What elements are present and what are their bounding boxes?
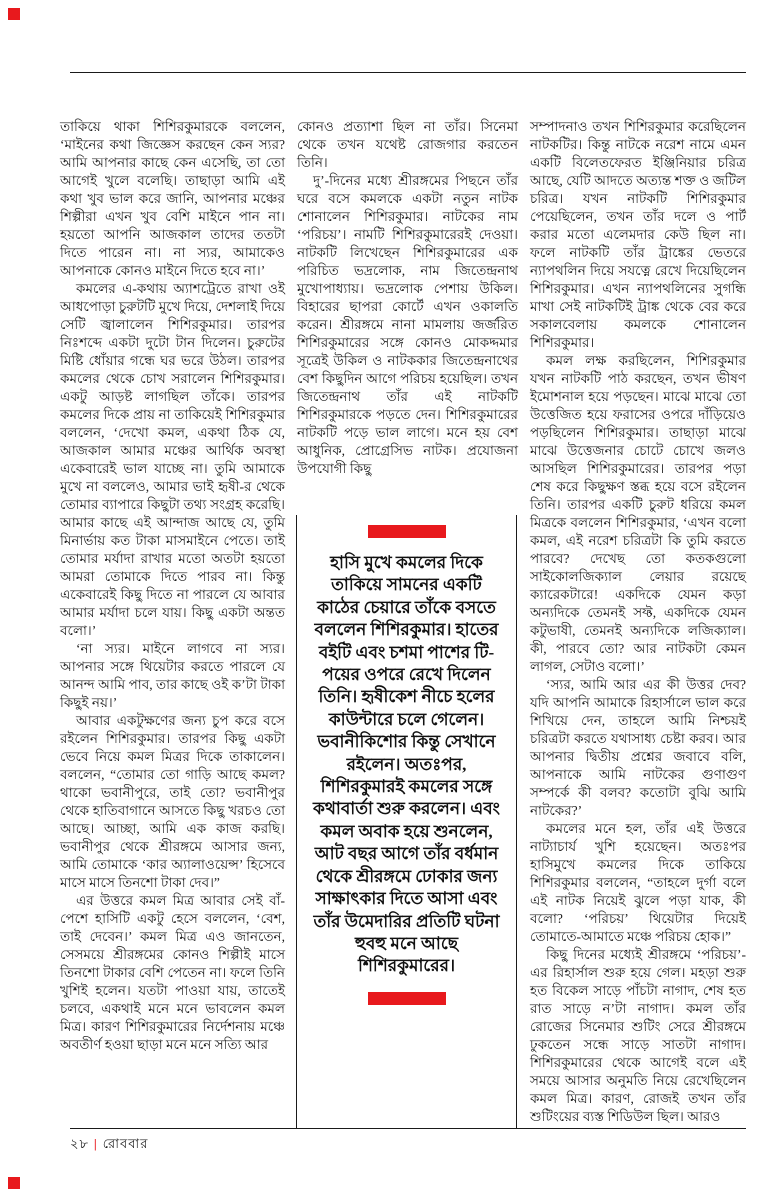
red-bar-bottom — [368, 992, 446, 1005]
paragraph: কোনও প্রত্যাশা ছিল না তাঁর। সিনেমা থেকে তখন যথেষ্ট রোজগার করতেন তিনি। — [297, 119, 518, 170]
paragraph: ‘না স্যর। মাইনে লাগবে না স্যর। আপনার সঙ্গে থিয়েটার করতে পারলে যে আনন্দ আমি পাব, তার কাছে ওই ক’টা টাকা কিছুই নয়।’ — [60, 641, 285, 710]
red-bar-top — [368, 525, 446, 538]
footer — [70, 1136, 148, 1152]
column-left — [60, 118, 285, 1054]
red-corner-mark-bottom — [8, 1177, 20, 1189]
top-rule — [70, 72, 746, 73]
red-corner-mark-top — [8, 8, 20, 20]
paragraph: তাকিয়ে থাকা শিশিরকুমারকে বললেন, ‘মাইনের কথা জিজ্ঞেস করছেন কেন স্যর? আমি আপনার কাছে কেন এসেছি, তা তো আগেই খুলে বলেছি। তাছাড়া আমি এই কথা খুব ভাল করে জানি, আপনার মঞ্চের শিল্পীরা এখন খুব বেশি মাইনে পান না। হয়তো আপনি আজকাল তাদের ততটা দিতে পারেন না। না স্যর, আমাকেও আপনাকে কোনও মাইনে দিতে হবে না।’ — [60, 119, 285, 278]
paragraph: দু’-দিনের মধ্যে শ্রীরঙ্গমের পিছনে তাঁর ঘরে বসে কমলকে একটা নতুন নাটক শোনালেন শিশিরকুমার। নাটকের নাম ‘পরিচয়’। নামটি শিশিরকুমারেরই দেওয়া। নাটকটি লিখেছেন শিশিরকুমারের এক পরিচিত ভদ্রলোক, নাম জিতেন্দ্রনাথ মুখোপাধ্যায়। ভদ্রলোক পেশায় উকিল। বিহারের ছাপরা কোর্টে এখন ওকালতি করেন। শ্রীরঙ্গমে নানা মামলায় জর্জরিত শিশিরকুমারের সঙ্গে কোনও মোকদ্দমার সূত্রেই উকিল ও নাটককার জিতেন্দ্রনাথের বেশ কিছুদিন আগে পরিচয় হয়েছিল। তখন জিতেন্দ্রনাথ তাঁর এই নাটকটি শিশিরকুমারকে পড়তে দেন। শিশিরকুমারের নাটকটি পড়ে ভাল লাগে। মনে হয় বেশ আধুনিক, প্রোগ্রেসিভ নাটক। প্রযোজনা উপযোগী কিছু — [297, 173, 518, 476]
bottom-rule — [70, 1128, 746, 1129]
paragraph: কমলের মনে হল, তাঁর এই উত্তরে নাট্যাচার্য খুশি হয়েছেন। অতঃপর হাসিমুখে কমলের দিকে তাকিয়ে শিশিরকুমার বললেন, “তাহলে দুর্গা বলে এই নাটক নিয়েই ঝুলে পড়া যাক, কী বলো? ‘পরিচয়’ থিয়েটার দিয়েই তোমাতে-আমাতে মঞ্চে পরিচয় হোক।” — [530, 821, 746, 944]
paragraph: কিছু দিনের মধ্যেই শ্রীরঙ্গমে ‘পরিচয়’-এর রিহার্সাল শুরু হয়ে গেল। মহড়া শুরু হত বিকেল সাড়ে পাঁচটা নাগাদ, শেষ হত রাত সাড়ে ন’টা নাগাদ। কমল তাঁর রোজের সিনেমার শুটিং সেরে শ্রীরঙ্গমে ঢুকতেন সন্ধে সাড়ে সাতটা নাগাদ। শিশিরকুমারের থেকে আগেই বলে এই সময়ে আসার অনুমতি নিয়ে রেখেছিলেন কমল মিত্র। কারণ, রোজই তখন তাঁর শুটিংয়ের ব্যস্ত শিডিউল ছিল। আরও — [530, 947, 746, 1124]
column-right — [530, 118, 746, 1126]
page-number: ২৮ — [70, 1136, 89, 1151]
pull-quote-box — [296, 515, 517, 1128]
paragraph: কমলের এ-কথায় অ্যাশট্রেতে রাখা ওই আধপোড়া চুরুটটি মুখে দিয়ে, দেশলাই দিয়ে সেটি জ্বালালেন শিশিরকুমার। তারপর নিঃশব্দে একটা দুটো টান দিলেন। চুরুটের মিষ্টি ধোঁয়ার গন্ধে ঘর ভরে উঠল। তারপর কমলের থেকে চোখ সরালেন শিশিরকুমার। একটু আড়ষ্ট লাগছিল তাঁকে। তারপর কমলের দিকে প্রায় না তাকিয়েই শিশিরকুমার বললেন, ‘দেখো কমল, একথা ঠিক যে, আজকাল আমার মঞ্চের আর্থিক অবস্থা একেবারেই ভাল যাচ্ছে না। তুমি আমাকে মুখে না বললেও, আমার ভাই হৃষী-র থেকে তোমার ব্যাপারে কিছুটা তথ্য সংগ্রহ করেছি। আমার কাছে এই আন্দাজ আছে যে, তুমি মিনার্ভায় কত টাকা মাসমাইনে পেতে। তাই তোমার মর্যাদা রাখার মতো অতটা হয়তো আমরা তোমাকে দিতে পারব না। কিন্তু একেবারেই কিছু দিতে না পারলে যে আবার আমার মর্যাদা চলে যায়। কিছু একটা অন্তত বলো।’ — [60, 281, 285, 638]
pull-quote-text: হাসি মুখে কমলের দিকে তাকিয়ে সামনের একটি কাঠের চেয়ারে তাঁকে বসতে বললেন শিশিরকুমার। হাতের বইটি এবং চশমা পাশের টি-পয়ের ওপরে রেখে দিলেন তিনি। হৃষীকেশ নীচে হলের কাউন্টারে চলে গেলেন। ভবানীকিশোর কিন্তু সেখানে রইলেন। অতঃপর, শিশিরকুমারই কমলের সঙ্গে কথাবার্তা শুরু করলেন। এবং কমল অবাক হয়ে শুনলেন, আট বছর আগে তাঁর বর্ধমান থেকে শ্রীরঙ্গমে ঢোকার জন্য সাক্ষাৎকার দিতে আসা এবং তাঁর উমেদারির প্রতিটি ঘটনা হুবহু মনে আছে শিশিরকুমারের। — [312, 553, 501, 976]
paragraph: কমল লক্ষ করছিলেন, শিশিরকুমার যখন নাটকটি পাঠ করছেন, তখন ভীষণ ইমোশনাল হয়ে পড়ছেন। মাঝে মাঝে তো উত্তেজিত হয়ে ফরাসের ওপরে দাঁড়িয়েও পড়ছিলেন শিশিরকুমার। তাছাড়া মাঝে মাঝে উত্তেজনার চোটে চোখে জলও আসছিল শিশিরকুমারের। তারপর পড়া শেষ করে কিছুক্ষণ স্তব্ধ হয়ে বসে রইলেন তিনি। তারপর একটি চুরুট ধরিয়ে কমল মিত্রকে বললেন শিশিরকুমার, ‘এখন বলো কমল, এই নরেশ চরিত্রটা কি তুমি করতে পারবে? দেখেছ তো কতকগুলো সাইকোলজিক্যাল লেয়ার রয়েছে ক্যারেকটারে! একদিকে যেমন কড়া অন্যদিকে তেমনই সফ্ট, একদিকে যেমন কটুভাষী, তেমনই অন্যদিকে লজিক্যাল। কী, পারবে তো? আর নাটকটা কেমন লাগল, সেটাও বলো।’ — [530, 353, 746, 674]
paragraph: ‘স্যর, আমি আর এর কী উত্তর দেব? যদি আপনি আমাকে রিহার্সালে ভাল করে শিখিয়ে দেন, তাহলে আমি নিশ্চয়ই চরিত্রটা করতে যথাসাধ্য চেষ্টা করব। আর আপনার দ্বিতীয় প্রশ্নের জবাবে বলি, আপনাকে আমি নাটকের গুণাগুণ সম্পর্কে কী বলব? কতোটা বুঝি আমি নাটকের?’ — [530, 677, 746, 818]
paragraph: সম্পাদনাও তখন শিশিরকুমার করেছিলেন নাটকটির। কিন্তু নাটকে নরেশ নামে এমন একটি বিলেতফেরত ইঞ্জিনিয়ার চরিত্র আছে, যেটি আদতে অত্যন্ত শক্ত ও জটিল চরিত্র। যখন নাটকটি শিশিরকুমার পেয়েছিলেন, তখন তাঁর দলে ও পার্ট করার মতো এলেমদার কেউ ছিল না। ফলে নাটকটি তাঁর ট্রাঙ্কের ভেতরে ন্যাপথলিন দিয়ে সযত্নে রেখে দিয়েছিলেন শিশিরকুমার। এখন ন্যাপথলিনের সুগন্ধি মাখা সেই নাটকটিই ট্রাঙ্ক থেকে বের করে সকালবেলায় কমলকে শোনালেন শিশিরকুমার। — [530, 119, 746, 350]
paragraph: এর উত্তরে কমল মিত্র আবার সেই বাঁ-পেশে হাসিটি একটু হেসে বললেন, ‘বেশ, তাই দেবেন।’ কমল মিত্র এও জানতেন, সেসময়ে শ্রীরঙ্গমের কোনও শিল্পীই মাসে তিনশো টাকার বেশি পেতেন না। ফলে তিনি খুশিই হলেন। যতটা পাওয়া যায়, তাতেই চলবে, একথাই মনে মনে ভাবলেন কমল মিত্র। কারণ শিশিরকুমারের নির্দেশনায় মঞ্চে অবতীর্ণ হওয়া ছাড়া মনে মনে সত্যি আর — [60, 893, 285, 1052]
column-middle — [297, 118, 518, 478]
paragraph: আবার একটুক্ষণের জন্য চুপ করে বসে রইলেন শিশিরকুমার। তারপর কিছু একটা ভেবে নিয়ে কমল মিত্রর দিকে তাকালেন। বললেন, “তোমার তো গাড়ি আছে কমল? থাকো ভবানীপুরে, তাই তো? ভবানীপুর থেকে হাতিবাগানে আসতে কিছু খরচও তো আছে। আচ্ছা, আমি এক কাজ করছি। ভবানীপুর থেকে শ্রীরঙ্গমে আসার জন্য, আমি তোমাকে ‘কার অ্যালাওয়েন্স’ হিসেবে মাসে মাসে তিনশো টাকা দেব।” — [60, 713, 285, 890]
footer-divider: | — [93, 1136, 98, 1151]
magazine-title: রোববার — [102, 1136, 149, 1151]
